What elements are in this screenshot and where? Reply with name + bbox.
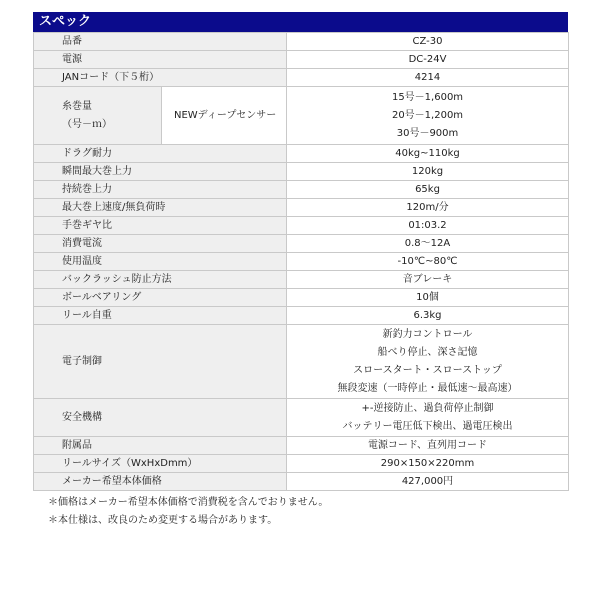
spec-row-backlash <box>34 271 569 289</box>
spec-row-size <box>34 455 569 473</box>
spec-label: バックラッシュ防止方法 <box>34 271 287 289</box>
spec-label-line: 糸巻量 <box>62 100 92 112</box>
spec-row-price <box>34 473 569 491</box>
spec-row-shohi <box>34 235 569 253</box>
section-title: スペック <box>39 14 92 29</box>
note-line: ＊価格はメーカー希望本体価格で消費税を含んでおりません。 <box>48 497 329 508</box>
spec-label: 電子制御 <box>34 325 287 399</box>
spec-row-hinban <box>34 33 569 51</box>
spec-value: 65kg <box>287 181 569 199</box>
spec-value-list <box>287 325 569 399</box>
spec-label: ドラグ耐力 <box>34 145 287 163</box>
spec-value-line: 20号－1,200m <box>391 109 464 121</box>
spec-row-dengen <box>34 51 569 69</box>
spec-value-line: スロースタート・スローストップ <box>353 364 502 376</box>
spec-value-line: バッテリー電圧低下検出、過電圧検出 <box>342 420 513 432</box>
spec-row-bearing <box>34 289 569 307</box>
spec-label: 電源 <box>34 51 287 69</box>
spec-sub-label: NEWディープセンサー <box>162 87 287 145</box>
spec-value-list <box>287 399 569 437</box>
note-line: ＊本仕様は、改良のため変更する場合があります。 <box>48 515 278 526</box>
spec-value: 40kg~110kg <box>287 145 569 163</box>
spec-row-anzen <box>34 399 569 437</box>
spec-value-line: 無段変速（一時停止・最低速～最高速） <box>337 382 518 394</box>
spec-section <box>33 12 568 530</box>
spec-value: 120m/分 <box>287 199 569 217</box>
spec-value: -10℃~80℃ <box>287 253 569 271</box>
spec-label: 消費電流 <box>34 235 287 253</box>
spec-value: 6.3kg <box>287 307 569 325</box>
spec-value-list <box>287 87 569 145</box>
spec-value: 0.8～12A <box>287 235 569 253</box>
spec-value: 4214 <box>287 69 569 87</box>
spec-value-line: 15号－1,600m <box>391 91 464 103</box>
spec-value-line: 30号－900m <box>396 127 459 139</box>
spec-row-shunkan <box>34 163 569 181</box>
spec-value: 音ブレーキ <box>287 271 569 289</box>
spec-value-line: +-逆接防止、過負荷停止制御 <box>361 402 494 414</box>
spec-label: 安全機構 <box>34 399 287 437</box>
spec-table <box>33 32 569 491</box>
spec-value: 01:03.2 <box>287 217 569 235</box>
spec-value-line: 新釣力コントロール <box>382 328 473 340</box>
spec-label: 使用温度 <box>34 253 287 271</box>
spec-label: 瞬間最大巻上力 <box>34 163 287 181</box>
spec-label: 最大巻上速度/無負荷時 <box>34 199 287 217</box>
spec-row-drag <box>34 145 569 163</box>
spec-row-saidai-sokudo <box>34 199 569 217</box>
spec-row-jizoku <box>34 181 569 199</box>
spec-label: リール自重 <box>34 307 287 325</box>
spec-label <box>34 87 162 145</box>
spec-row-fuzoku <box>34 437 569 455</box>
spec-row-itomaki <box>34 87 569 145</box>
spec-label: JANコード（下５桁） <box>34 69 287 87</box>
spec-value: 290×150×220mm <box>287 455 569 473</box>
spec-value: DC-24V <box>287 51 569 69</box>
spec-value: CZ-30 <box>287 33 569 51</box>
section-header <box>33 12 568 32</box>
spec-label: 持続巻上力 <box>34 181 287 199</box>
spec-value: 427,000円 <box>287 473 569 491</box>
spec-label: リールサイズ（WxHxDmm） <box>34 455 287 473</box>
notes <box>33 494 568 530</box>
spec-value-line: 船べり停止、深さ記憶 <box>377 346 478 358</box>
spec-label: 品番 <box>34 33 287 51</box>
spec-value: 10個 <box>287 289 569 307</box>
spec-label: 附属品 <box>34 437 287 455</box>
spec-label: ボールベアリング <box>34 289 287 307</box>
spec-value: 電源コード、直列用コード <box>287 437 569 455</box>
spec-row-jan <box>34 69 569 87</box>
spec-row-ondo <box>34 253 569 271</box>
spec-row-denshi <box>34 325 569 399</box>
spec-label-line: （号－ｍ） <box>62 118 112 130</box>
spec-row-jiju <box>34 307 569 325</box>
spec-label: 手巻ギヤ比 <box>34 217 287 235</box>
spec-row-gear <box>34 217 569 235</box>
spec-value: 120kg <box>287 163 569 181</box>
spec-label: メーカー希望本体価格 <box>34 473 287 491</box>
